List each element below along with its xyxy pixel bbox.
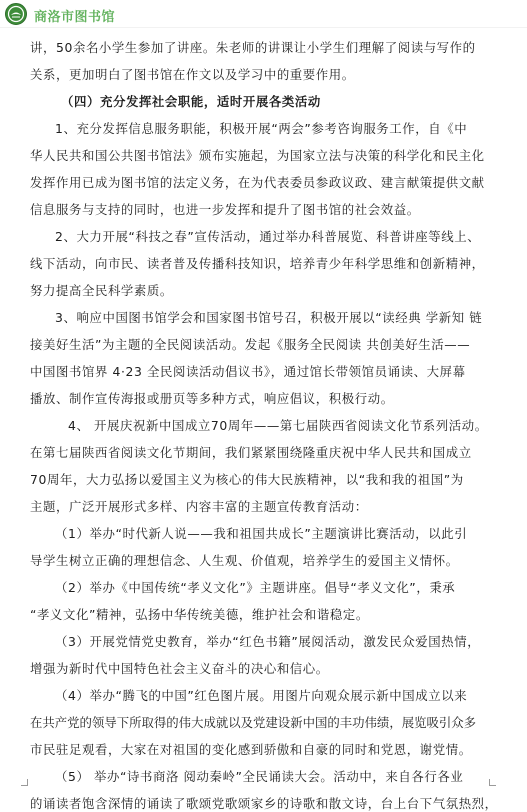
text-line: （1）举办“时代新人说——我和祖国共成长”主题演讲比赛活动，以此引 <box>55 526 468 541</box>
text-line: 70周年，大力弘扬以爱国主义为核心的伟大民族精神，以“我和我的祖国”为 <box>30 472 464 487</box>
text-line: 信息服务与支持的同时，也进一步发挥和提升了图书馆的社会效益。 <box>30 202 420 217</box>
text-line: 的诵读者饱含深情的诵读了歌颂党歌颂家乡的诗歌和散文诗，台上台下气氛热烈， <box>30 796 498 811</box>
text-line: “孝义文化”精神，弘扬中华传统美德，维护社会和谐稳定。 <box>30 607 369 622</box>
margin-corner-mark <box>21 779 28 786</box>
text-line: 主题，广泛开展形式多样、内容丰富的主题宣传教育活动： <box>30 499 368 514</box>
text-line: 播放、制作宣传海报或册页等多种方式，响应倡议，积极行动。 <box>30 391 394 406</box>
text-line: 努力提高全民科学素质。 <box>30 283 173 298</box>
text-line: （3）开展党情党史教育，举办“红色书籍”展阅活动，激发民众爱国热情， <box>55 634 481 649</box>
text-line: 中国图书馆界 4·23 全民阅读活动倡议书》，通过馆长带领馆员诵读、大屏幕 <box>30 364 466 379</box>
text-line: 3、响应中国图书馆学会和国家图书馆号召，积极开展以“读经典 学新知 链 <box>55 310 483 325</box>
text-line: 2、大力开展“科技之春”宣传活动，通过举办科普展览、科普讲座等线上、 <box>55 229 481 244</box>
text-line: 增强为新时代中国特色社会主义奋斗的决心和信心。 <box>30 661 329 676</box>
text-line: 市民驻足观看，大家在对祖国的变化感到骄傲和自豪的同时和党恩，谢党情。 <box>30 742 472 757</box>
text-line: 接美好生活”为主题的全民阅读活动。发起《服务全民阅读 共创美好生活—— <box>30 337 471 352</box>
section-heading: （四）充分发挥社会职能，适时开展各类活动 <box>61 94 321 109</box>
text-line: 在共产党的领导下所取得的伟大成就以及党建设新中国的丰功伟绩，展览吸引众多 <box>30 715 477 730</box>
library-logo-icon <box>5 3 27 25</box>
text-line: 关系，更加明白了图书馆在作文以及学习中的重要作用。 <box>30 67 355 82</box>
text-line: 讲，50余名小学生参加了讲座。朱老师的讲课让小学生们理解了阅读与写作的 <box>30 40 476 55</box>
text-line: （5） 举办“诗书商洛 阅动秦岭”全民诵读大会。活动中，来自各行各业 <box>55 769 464 784</box>
text-line: 在第七届陕西省阅读文化节期间，我们紧紧围绕隆重庆祝中华人民共和国成立 <box>30 445 472 460</box>
library-name: 商洛市图书馆 <box>34 10 116 25</box>
text-line: 华人民共和国公共图书馆法》颁布实施起，为国家立法与决策的科学化和民主化 <box>30 148 485 163</box>
text-line: 4、 开展庆祝新中国成立70周年——第七届陕西省阅读文化节系列活动。 <box>68 418 488 433</box>
header-divider <box>0 27 527 28</box>
margin-corner-mark <box>489 779 496 786</box>
text-line: （2）举办《中国传统“孝义文化”》主题讲座。倡导“孝义文化”，秉承 <box>55 580 456 595</box>
text-line: 线下活动，向市民、读者普及传播科技知识，培养青少年科学思维和创新精神， <box>30 256 485 271</box>
text-line: 导学生树立正确的理想信念、人生观、价值观，培养学生的爱国主义情怀。 <box>30 553 459 568</box>
text-line: 发挥作用已成为图书馆的法定义务，在为代表委员参政议政、建言献策提供文献 <box>30 175 485 190</box>
text-line: 1、充分发挥信息服务职能，积极开展“两会”参考咨询服务工作，自《中 <box>55 121 468 136</box>
text-line: （4）举办“腾飞的中国”红色图片展。用图片向观众展示新中国成立以来 <box>55 688 468 703</box>
